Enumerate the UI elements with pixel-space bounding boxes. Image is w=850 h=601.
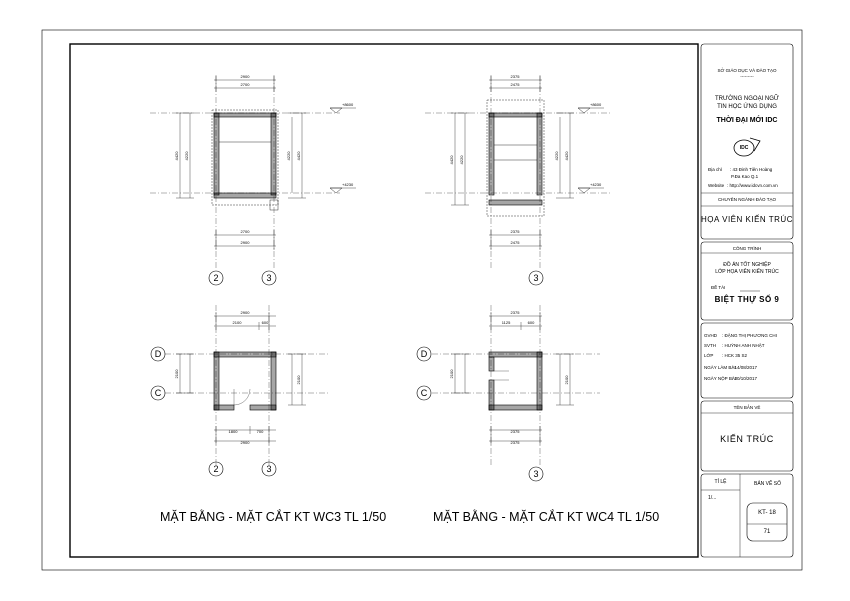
info-value-svth: : HUỲNH ANH NHẬT	[722, 343, 765, 348]
project-line-1: ĐỒ ÁN TỐT NGHIỆP	[723, 262, 771, 268]
drawing-name-label: TÊN BẢN VẼ	[733, 405, 761, 410]
scale-label: TỈ LỆ	[714, 479, 727, 485]
info-label-class: LỚP	[704, 353, 714, 358]
caption-wc3: MẶT BẰNG - MẶT CẮT KT WC3 TL 1/50	[160, 510, 387, 524]
level-label: +4230	[342, 182, 354, 187]
dim-text: 4420	[449, 155, 454, 165]
dim-text: 700	[256, 429, 264, 434]
info-value-submit: : 30/10/2017	[732, 376, 758, 381]
address-line-1: : 43 Đinh Tiên Hoàng	[730, 167, 773, 172]
dim-text: 2900	[240, 74, 250, 79]
dim-text: 4220	[459, 155, 464, 165]
ministry-divider: ---------	[740, 74, 754, 79]
grid-label-3: 3	[266, 273, 272, 283]
wc3-plan	[151, 305, 330, 476]
wc3-section	[150, 75, 356, 285]
topic: BIỆT THỰ SỐ 9	[714, 295, 780, 304]
level-label: +8600	[342, 102, 354, 107]
grid-label-d: D	[420, 349, 428, 359]
wc4-section	[425, 75, 610, 285]
dim-text: 2100	[449, 369, 454, 379]
website-label: Website	[708, 183, 725, 188]
info-value-gvhd: : ĐẶNG THỊ PHƯƠNG CHI	[722, 333, 777, 338]
outer-border	[42, 30, 802, 570]
level-label: +8600	[590, 102, 602, 107]
sheet-code: KT- 18	[758, 510, 776, 516]
scale-value: 1/...	[708, 495, 717, 501]
dim-text: 2375	[510, 429, 520, 434]
school-name: THỜI ĐẠI MỚI IDC	[716, 117, 778, 124]
sheet-label: BẢN VẼ SỐ	[754, 481, 781, 487]
grid-label-3: 3	[533, 273, 539, 283]
dim-text: 2100	[232, 320, 242, 325]
dim-text: 2900	[240, 440, 250, 445]
major-label: CHUYÊN NGÀNH ĐÀO TẠO	[718, 197, 776, 202]
website: : http://www.idcvn.com.vn	[727, 183, 778, 188]
dim-text: 2900	[240, 240, 250, 245]
ministry-label: SỞ GIÁO DỤC VÀ ĐÀO TẠO	[717, 68, 777, 73]
info-label-svth: SVTH	[704, 343, 717, 348]
info-label-gvhd: GVHD	[704, 333, 718, 338]
dim-text: 2700	[240, 82, 250, 87]
caption-wc4: MẶT BẰNG - MẶT CẮT KT WC4 TL 1/50	[433, 510, 660, 524]
grid-label-3: 3	[533, 469, 539, 479]
dim-text: 2475	[510, 82, 520, 87]
dim-text: 2375	[510, 310, 520, 315]
grid-label-d: D	[154, 349, 162, 359]
inner-border	[70, 44, 698, 557]
school-line-1: TRƯỜNG NGOẠI NGỮ	[714, 96, 780, 102]
level-label: +4230	[590, 182, 602, 187]
dim-text: 600	[527, 320, 535, 325]
sheet-number: 71	[763, 529, 771, 535]
info-value-start: : 14/08/2017	[732, 365, 758, 370]
dim-text: 4420	[564, 151, 569, 161]
drawing-name: KIẾN TRÚC	[720, 434, 774, 444]
dim-text: 2375	[510, 74, 520, 79]
dim-text: 2375	[510, 440, 520, 445]
dim-text: 2900	[240, 310, 250, 315]
address-label: Địa chỉ	[708, 167, 722, 172]
dim-text: 600	[261, 320, 269, 325]
info-label-submit: NGÀY NỘP BÀI	[704, 376, 737, 381]
logo-text: IDC	[739, 145, 749, 151]
dim-text: 4220	[286, 151, 291, 161]
grid-label-3: 3	[266, 464, 272, 474]
dim-text: 1125	[501, 320, 511, 325]
address-line-2: P.Đa Kao Q.1	[731, 174, 759, 179]
info-label-start: NGÀY LÀM BÀI	[704, 365, 736, 370]
topic-label: ĐỀ TÀI	[711, 285, 726, 290]
dim-text: 2100	[564, 375, 569, 385]
dim-text: 2475	[510, 240, 520, 245]
dim-text: 4220	[554, 151, 559, 161]
dim-text: 2100	[174, 369, 179, 379]
school-line-2: TIN HỌC ỨNG DỤNG	[717, 104, 777, 110]
info-value-class: : HCK 35 S2	[722, 353, 748, 358]
dim-text: 2375	[510, 229, 520, 234]
grid-label-c: C	[420, 388, 428, 398]
wc4-plan	[417, 305, 600, 481]
grid-label-2: 2	[213, 464, 219, 474]
dim-text: 2700	[240, 229, 250, 234]
dim-text: 2100	[296, 375, 301, 385]
grid-label-2: 2	[213, 273, 219, 283]
dim-text: 1800	[228, 429, 238, 434]
dim-text: 4220	[184, 151, 189, 161]
grid-label-c: C	[154, 388, 162, 398]
project-line-2: LỚP HỌA VIÊN KIẾN TRÚC	[715, 269, 779, 275]
project-label: CÔNG TRÌNH	[732, 246, 762, 251]
major: HỌA VIÊN KIẾN TRÚC	[701, 215, 793, 224]
dim-text: 4420	[174, 151, 179, 161]
dim-text: 4420	[296, 151, 301, 161]
